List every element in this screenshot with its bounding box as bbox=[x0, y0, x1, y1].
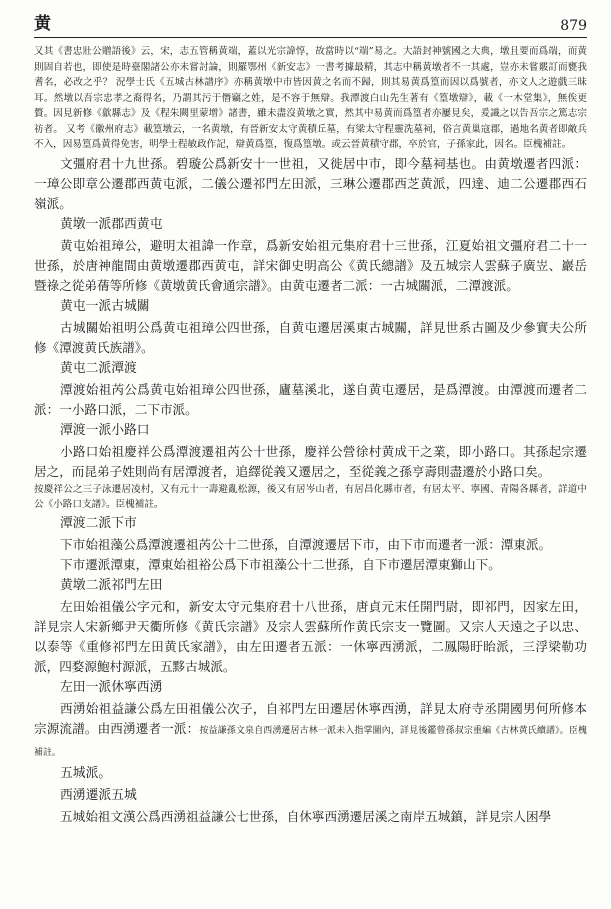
page-title: 黄 bbox=[34, 14, 51, 34]
section-heading: 西湧遷派五城 bbox=[60, 787, 137, 803]
body-paragraph: 黄屯始祖璋公，避明太祖諱一作章，爲新安始祖元集府君十三世孫，江夏始祖文彊府君二十一世孫，於唐神龍間由黄墩遷郡西黄屯，詳宋御史明高公《黄氏總譜》及五城宗人雲蘇子廣岦、巖岳暨祿之從弟蒨等所修《黄墩黄氏會通宗譜》。由黄屯遷者二派：一古城關派，二潭渡派。 bbox=[34, 237, 587, 293]
body-paragraph: 文彊府君十九世孫。碧璇公爲新安十一世祖，又徙居中市，即今墓祠基也。由黄墩遷者四派：一璋公即章公遷郡西黄屯派，二儀公遷祁門左田派，三琳公遷郡西芝黄派，四達、迪二公遷郡西石嶺派。 bbox=[34, 155, 587, 211]
body-paragraph: 古城關始祖明公爲黄屯祖璋公四世孫，自黄屯遷居溪東古城關，詳見世系古圖及少參實夫公所修《潭渡黄氏族譜》。 bbox=[34, 319, 587, 355]
body-paragraph: 下市始祖藻公爲潭渡遷祖芮公十二世孫，自潭渡遷居下市，由下市而遷者一派：潭東派。 bbox=[60, 536, 552, 552]
section-heading: 黄墩一派郡西黄屯 bbox=[60, 216, 163, 232]
section-heading: 左田一派休寧西湧 bbox=[60, 679, 163, 695]
body-paragraph: 小路口始祖慶祥公爲潭渡遷祖芮公十世孫，慶祥公營徐村黄成干之業，即小路口。其孫起宗遷居之，而昆弟子姓則尚有居潭渡者，追繹從義又遷居之，至從義之孫亨壽則盡遷於小路口矣。 bbox=[34, 443, 587, 479]
inline-note: 按益謙孫文泉自西湧遷居古林一派未入指掌圖內，詳見後鑑曾孫叔宗重編《古林黄氏續譜》。臣槐補註。 bbox=[34, 725, 587, 758]
body-paragraph bbox=[34, 699, 587, 763]
section-heading: 潭渡一派小路口 bbox=[60, 422, 150, 438]
header-rule bbox=[34, 37, 587, 38]
running-header bbox=[34, 10, 587, 34]
body-paragraph: 下市遷派潭東，潭東始祖裕公爲下市祖藻公十二世孫，自下市遷居潭東獅山下。 bbox=[60, 556, 501, 572]
annotation-paragraph: 按慶祥公之三子泳遷居凌村，又有元十一壽避亂松源，後又有居岑山者，有居昌化縣市者，有居太平、寧國、青陽各縣者，詳道中公《小路口支譜》。臣槐補註。 bbox=[34, 483, 587, 510]
section-heading: 黄屯一派古城關 bbox=[60, 298, 150, 314]
section-heading: 黄墩二派祁門左田 bbox=[60, 577, 163, 593]
body-paragraph: 潭渡始祖芮公爲黄屯始祖璋公四世孫，廬墓溪北，遂自黄屯遷居，是爲潭渡。由潭渡而遷者二派：一小路口派，二下市派。 bbox=[34, 381, 587, 417]
body-paragraph: 左田始祖儀公字元和，新安太守元集府君十八世孫，唐貞元末任開門尉，即祁門，因家左田，詳見宗人宋新鄉尹天衢所修《黄氏宗譜》及宗人雲蘇所作黄氏宗支一覽圖。又宗人天遠之子以忠、以泰等《重修祁門左田黄氏家譜》，由左田遷者五派：一休寧西湧派，二鳳陽盱眙派，三浮梁勒功派，四婺源鮑村源派，五黟古城派。 bbox=[34, 598, 587, 674]
body-paragraph: 五城始祖文漢公爲西湧祖益謙公七世孫，自休寧西湧遷居溪之南岸五城鎮，詳見宗人困學 bbox=[60, 808, 552, 824]
section-heading: 五城派。 bbox=[60, 765, 112, 781]
page-number: 879 bbox=[560, 18, 587, 34]
section-heading: 黄屯二派潭渡 bbox=[60, 360, 137, 376]
annotation-paragraph: 又其《書忠壯公贈語後》云，宋，志五管稱黄端，蓋以光宗諱惇，故當時以“端”易之。大語封神號國之大典，墩且要而爲端，而黄則固自若也，即使是時臺閣諸公亦未嘗討論，則羅鄂州《新安志》一書考據最精，其志中稱黄墩者不一其處，豈亦未嘗覈訂而甕我耆名，必改之乎？ 況學士氏《五城古林譜序》亦稱黄墩中市皆因黄之名而不歸，則其易黄爲篁而因以爲號者，亦文人之遊戲三昧耳。然墩以吾宗忠孝之裔得名，乃謂其污于僭竊之姓，是不容于無辯。我潭渡白山先生著有《篁墩辯》，載《一木堂集》，無俟更贅。因見新修《歙縣志》及《程朱闕里蒙增》諸書，雖未盡沒黄墩之實，然其中易黄而爲篁者亦屢見矣，爰識之以告吾宗之篤志宗祊者。 又考《徽州府志》載篁墩云，一名黄墩，有晉新安太守黄積丘墓，有梁太守程靈洗墓祠，俗言黄巢寇郡，過地名黄者即敵兵不入，因易篁爲黄得免害，明學士程敏政作記，辯黄爲篁，復爲篁墩。或云晉黄積守郡，卒於官，子孫家此，因名。臣槐補註。 bbox=[34, 46, 587, 150]
body-text: 西湧始祖益謙公爲左田祖儀公次子，自祁門左田遷居休寧西湧，詳見太府寺丞開國男何所修本宗源流譜。由西湧遷者一派： bbox=[34, 700, 587, 736]
section-heading: 潭渡二派下市 bbox=[60, 515, 137, 531]
